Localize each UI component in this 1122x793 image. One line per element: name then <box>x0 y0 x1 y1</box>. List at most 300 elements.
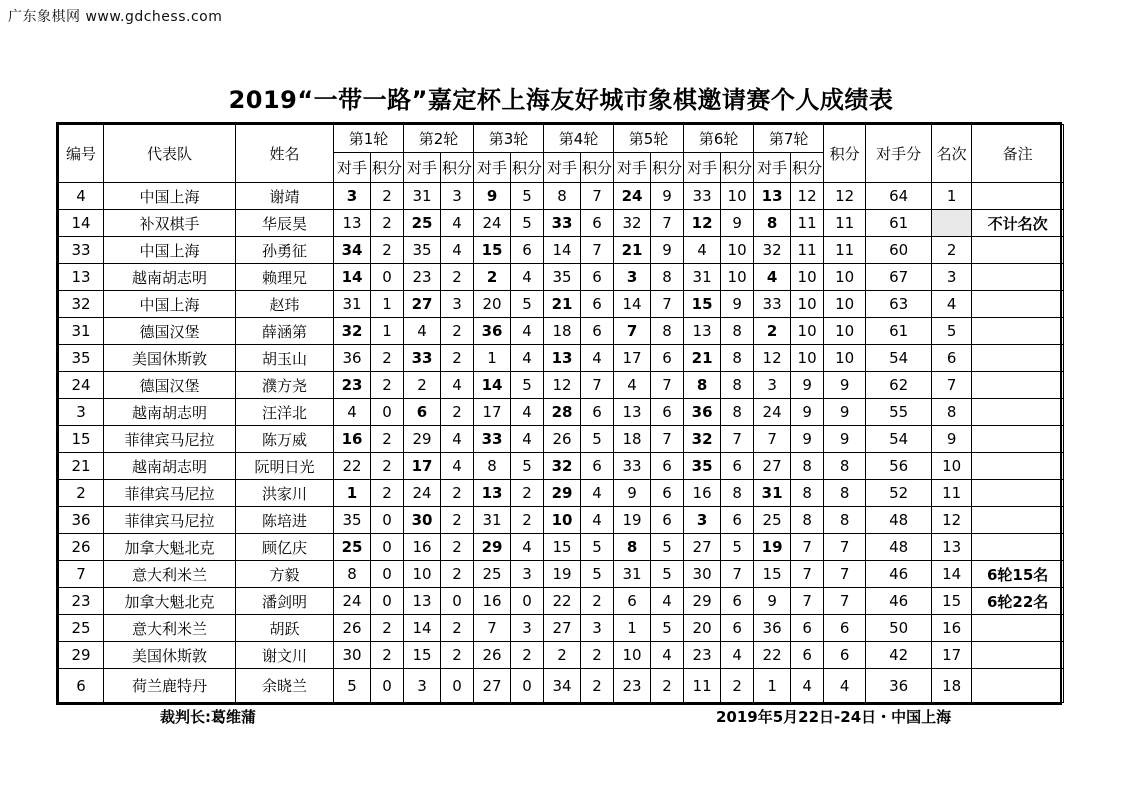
round-1-opponent: 8 <box>334 561 371 588</box>
round-4-opponent: 29 <box>544 480 581 507</box>
round-4-opponent: 35 <box>544 264 581 291</box>
round-7-opponent: 1 <box>754 669 791 703</box>
player-team: 加拿大魁北克 <box>104 534 236 561</box>
round-1-points: 0 <box>371 264 404 291</box>
rank: 5 <box>932 318 972 345</box>
total-score: 8 <box>824 480 866 507</box>
round-5-points: 5 <box>651 561 684 588</box>
round-3-points: 4 <box>511 318 544 345</box>
header-round-3-opponent: 对手 <box>474 153 511 183</box>
table-row <box>59 264 1064 291</box>
opponent-score: 67 <box>866 264 932 291</box>
round-1-points: 2 <box>371 210 404 237</box>
round-2-opponent: 23 <box>404 264 441 291</box>
table-row <box>59 642 1064 669</box>
round-3-points: 4 <box>511 426 544 453</box>
round-1-points: 0 <box>371 399 404 426</box>
round-5-points: 6 <box>651 480 684 507</box>
total-score: 6 <box>824 642 866 669</box>
player-number: 21 <box>59 453 104 480</box>
player-team: 越南胡志明 <box>104 453 236 480</box>
round-7-opponent: 36 <box>754 615 791 642</box>
round-6-opponent: 30 <box>684 561 721 588</box>
header-round-2-opponent: 对手 <box>404 153 441 183</box>
round-1-points: 2 <box>371 183 404 210</box>
round-5-points: 9 <box>651 237 684 264</box>
note: 不计名次 <box>972 210 1064 237</box>
round-4-points: 2 <box>581 588 614 615</box>
note <box>972 237 1064 264</box>
round-4-points: 6 <box>581 453 614 480</box>
round-2-opponent: 30 <box>404 507 441 534</box>
round-7-opponent: 13 <box>754 183 791 210</box>
round-2-points: 2 <box>441 399 474 426</box>
player-number: 3 <box>59 399 104 426</box>
round-3-opponent: 31 <box>474 507 511 534</box>
round-5-points: 6 <box>651 345 684 372</box>
player-name: 顾亿庆 <box>236 534 334 561</box>
round-3-points: 5 <box>511 372 544 399</box>
total-score: 8 <box>824 453 866 480</box>
round-4-points: 7 <box>581 237 614 264</box>
round-6-opponent: 4 <box>684 237 721 264</box>
player-name: 洪家川 <box>236 480 334 507</box>
round-2-points: 2 <box>441 480 474 507</box>
rank: 17 <box>932 642 972 669</box>
round-7-points: 6 <box>791 615 824 642</box>
player-name: 余晓兰 <box>236 669 334 703</box>
round-7-opponent: 15 <box>754 561 791 588</box>
round-7-points: 9 <box>791 399 824 426</box>
round-3-points: 0 <box>511 669 544 703</box>
round-3-opponent: 13 <box>474 480 511 507</box>
round-2-points: 2 <box>441 561 474 588</box>
player-number: 15 <box>59 426 104 453</box>
player-name: 陈培进 <box>236 507 334 534</box>
opponent-score: 62 <box>866 372 932 399</box>
player-team: 中国上海 <box>104 183 236 210</box>
round-5-points: 6 <box>651 507 684 534</box>
round-2-points: 2 <box>441 534 474 561</box>
table-row <box>59 372 1064 399</box>
opponent-score: 61 <box>866 210 932 237</box>
table-row <box>59 534 1064 561</box>
round-3-points: 4 <box>511 264 544 291</box>
round-5-opponent: 19 <box>614 507 651 534</box>
round-2-opponent: 29 <box>404 426 441 453</box>
round-1-opponent: 26 <box>334 615 371 642</box>
round-4-points: 4 <box>581 507 614 534</box>
round-3-opponent: 7 <box>474 615 511 642</box>
header-round-3: 第3轮 <box>474 125 544 153</box>
round-5-opponent: 33 <box>614 453 651 480</box>
rank: 10 <box>932 453 972 480</box>
round-1-points: 2 <box>371 372 404 399</box>
round-2-opponent: 6 <box>404 399 441 426</box>
opponent-score: 52 <box>866 480 932 507</box>
round-2-points: 2 <box>441 264 474 291</box>
round-5-points: 5 <box>651 615 684 642</box>
round-2-points: 4 <box>441 237 474 264</box>
player-number: 2 <box>59 480 104 507</box>
round-3-opponent: 29 <box>474 534 511 561</box>
note <box>972 426 1064 453</box>
round-5-opponent: 17 <box>614 345 651 372</box>
table-row <box>59 669 1064 703</box>
header-note: 备注 <box>972 125 1064 183</box>
player-name: 华辰昊 <box>236 210 334 237</box>
rank: 7 <box>932 372 972 399</box>
round-6-points: 4 <box>721 642 754 669</box>
round-7-points: 9 <box>791 372 824 399</box>
round-5-points: 8 <box>651 318 684 345</box>
round-4-opponent: 15 <box>544 534 581 561</box>
round-1-points: 2 <box>371 345 404 372</box>
round-7-points: 6 <box>791 642 824 669</box>
note <box>972 453 1064 480</box>
round-7-points: 10 <box>791 318 824 345</box>
round-6-points: 6 <box>721 588 754 615</box>
round-7-opponent: 24 <box>754 399 791 426</box>
round-1-opponent: 14 <box>334 264 371 291</box>
date-place-label: 2019年5月22日-24日・中国上海 <box>716 708 952 726</box>
opponent-score: 48 <box>866 534 932 561</box>
round-7-points: 9 <box>791 426 824 453</box>
note <box>972 372 1064 399</box>
round-7-opponent: 4 <box>754 264 791 291</box>
note <box>972 534 1064 561</box>
round-4-points: 6 <box>581 318 614 345</box>
note: 6轮22名 <box>972 588 1064 615</box>
round-6-points: 8 <box>721 345 754 372</box>
round-6-points: 6 <box>721 453 754 480</box>
round-6-points: 5 <box>721 534 754 561</box>
player-name: 薛涵第 <box>236 318 334 345</box>
site-watermark: 广东象棋网 www.gdchess.com <box>8 9 223 25</box>
round-4-opponent: 34 <box>544 669 581 703</box>
round-2-opponent: 15 <box>404 642 441 669</box>
player-team: 中国上海 <box>104 237 236 264</box>
round-5-opponent: 7 <box>614 318 651 345</box>
round-7-opponent: 7 <box>754 426 791 453</box>
round-5-opponent: 18 <box>614 426 651 453</box>
note <box>972 669 1064 703</box>
total-score: 6 <box>824 615 866 642</box>
round-2-points: 2 <box>441 318 474 345</box>
total-score: 7 <box>824 534 866 561</box>
header-row-1 <box>59 125 1064 153</box>
round-2-opponent: 16 <box>404 534 441 561</box>
round-6-opponent: 20 <box>684 615 721 642</box>
round-6-opponent: 35 <box>684 453 721 480</box>
player-name: 赖理兄 <box>236 264 334 291</box>
round-4-points: 3 <box>581 615 614 642</box>
round-6-points: 10 <box>721 264 754 291</box>
round-7-opponent: 25 <box>754 507 791 534</box>
opponent-score: 60 <box>866 237 932 264</box>
round-1-points: 2 <box>371 480 404 507</box>
player-name: 方毅 <box>236 561 334 588</box>
round-7-points: 4 <box>791 669 824 703</box>
round-4-opponent: 2 <box>544 642 581 669</box>
note <box>972 291 1064 318</box>
round-7-opponent: 8 <box>754 210 791 237</box>
round-3-opponent: 25 <box>474 561 511 588</box>
player-name: 陈万威 <box>236 426 334 453</box>
round-4-points: 2 <box>581 642 614 669</box>
rank: 14 <box>932 561 972 588</box>
player-team: 美国休斯敦 <box>104 642 236 669</box>
round-7-points: 11 <box>791 210 824 237</box>
round-3-opponent: 16 <box>474 588 511 615</box>
header-round-5-points: 积分 <box>651 153 684 183</box>
round-4-points: 4 <box>581 345 614 372</box>
round-3-opponent: 15 <box>474 237 511 264</box>
round-4-opponent: 22 <box>544 588 581 615</box>
round-4-opponent: 21 <box>544 291 581 318</box>
round-2-opponent: 2 <box>404 372 441 399</box>
player-number: 14 <box>59 210 104 237</box>
header-round-2-points: 积分 <box>441 153 474 183</box>
round-1-points: 1 <box>371 318 404 345</box>
round-6-points: 8 <box>721 372 754 399</box>
rank: 2 <box>932 237 972 264</box>
rank: 1 <box>932 183 972 210</box>
table-row <box>59 453 1064 480</box>
round-3-points: 4 <box>511 399 544 426</box>
round-3-points: 4 <box>511 534 544 561</box>
round-1-opponent: 25 <box>334 534 371 561</box>
round-3-opponent: 33 <box>474 426 511 453</box>
round-5-opponent: 23 <box>614 669 651 703</box>
round-5-points: 5 <box>651 534 684 561</box>
round-2-opponent: 13 <box>404 588 441 615</box>
round-1-points: 2 <box>371 426 404 453</box>
round-1-opponent: 24 <box>334 588 371 615</box>
round-4-opponent: 18 <box>544 318 581 345</box>
total-score: 10 <box>824 291 866 318</box>
player-team: 菲律宾马尼拉 <box>104 480 236 507</box>
round-2-points: 3 <box>441 183 474 210</box>
round-1-opponent: 3 <box>334 183 371 210</box>
player-name: 谢靖 <box>236 183 334 210</box>
opponent-score: 55 <box>866 399 932 426</box>
round-5-opponent: 32 <box>614 210 651 237</box>
total-score: 8 <box>824 507 866 534</box>
header-round-5-opponent: 对手 <box>614 153 651 183</box>
header-round-1-points: 积分 <box>371 153 404 183</box>
player-number: 32 <box>59 291 104 318</box>
round-4-opponent: 28 <box>544 399 581 426</box>
round-6-opponent: 11 <box>684 669 721 703</box>
round-4-points: 7 <box>581 183 614 210</box>
round-1-points: 2 <box>371 615 404 642</box>
table-row <box>59 318 1064 345</box>
note <box>972 615 1064 642</box>
round-3-points: 5 <box>511 453 544 480</box>
round-7-points: 10 <box>791 345 824 372</box>
header-round-5: 第5轮 <box>614 125 684 153</box>
round-6-opponent: 29 <box>684 588 721 615</box>
round-6-points: 2 <box>721 669 754 703</box>
round-3-opponent: 26 <box>474 642 511 669</box>
round-4-points: 6 <box>581 399 614 426</box>
round-1-points: 2 <box>371 642 404 669</box>
round-2-points: 4 <box>441 372 474 399</box>
round-6-opponent: 21 <box>684 345 721 372</box>
round-2-opponent: 10 <box>404 561 441 588</box>
player-number: 35 <box>59 345 104 372</box>
total-score: 10 <box>824 264 866 291</box>
table-row <box>59 399 1064 426</box>
player-number: 4 <box>59 183 104 210</box>
round-1-opponent: 13 <box>334 210 371 237</box>
round-1-points: 0 <box>371 534 404 561</box>
round-3-opponent: 36 <box>474 318 511 345</box>
player-team: 补双棋手 <box>104 210 236 237</box>
round-2-points: 3 <box>441 291 474 318</box>
round-5-opponent: 1 <box>614 615 651 642</box>
round-1-opponent: 35 <box>334 507 371 534</box>
round-5-opponent: 10 <box>614 642 651 669</box>
round-2-points: 2 <box>441 615 474 642</box>
note: 6轮15名 <box>972 561 1064 588</box>
note <box>972 318 1064 345</box>
player-name: 潘剑明 <box>236 588 334 615</box>
round-6-opponent: 36 <box>684 399 721 426</box>
header-round-6-opponent: 对手 <box>684 153 721 183</box>
round-3-opponent: 1 <box>474 345 511 372</box>
opponent-score: 56 <box>866 453 932 480</box>
rank: 4 <box>932 291 972 318</box>
total-score: 9 <box>824 399 866 426</box>
round-4-points: 6 <box>581 264 614 291</box>
round-7-points: 11 <box>791 237 824 264</box>
results-table <box>58 124 1064 703</box>
player-name: 孙勇征 <box>236 237 334 264</box>
round-1-points: 0 <box>371 507 404 534</box>
header-round-4-points: 积分 <box>581 153 614 183</box>
round-6-points: 10 <box>721 183 754 210</box>
round-6-opponent: 13 <box>684 318 721 345</box>
player-team: 美国休斯敦 <box>104 345 236 372</box>
round-7-points: 10 <box>791 264 824 291</box>
note <box>972 507 1064 534</box>
round-3-opponent: 9 <box>474 183 511 210</box>
player-name: 阮明日光 <box>236 453 334 480</box>
round-5-opponent: 8 <box>614 534 651 561</box>
player-number: 36 <box>59 507 104 534</box>
round-1-opponent: 16 <box>334 426 371 453</box>
table-header <box>59 125 1064 183</box>
round-2-points: 0 <box>441 669 474 703</box>
round-5-opponent: 9 <box>614 480 651 507</box>
round-5-points: 4 <box>651 642 684 669</box>
header-name: 姓名 <box>236 125 334 183</box>
player-number: 7 <box>59 561 104 588</box>
total-score: 12 <box>824 183 866 210</box>
player-name: 汪洋北 <box>236 399 334 426</box>
round-4-opponent: 12 <box>544 372 581 399</box>
round-6-opponent: 33 <box>684 183 721 210</box>
player-number: 6 <box>59 669 104 703</box>
round-1-opponent: 23 <box>334 372 371 399</box>
note <box>972 183 1064 210</box>
round-1-opponent: 1 <box>334 480 371 507</box>
referee-label: 裁判长:葛维蒲 <box>160 708 256 726</box>
opponent-score: 48 <box>866 507 932 534</box>
note <box>972 480 1064 507</box>
opponent-score: 54 <box>866 426 932 453</box>
header-round-7: 第7轮 <box>754 125 824 153</box>
total-score: 11 <box>824 237 866 264</box>
total-score: 9 <box>824 426 866 453</box>
round-5-opponent: 31 <box>614 561 651 588</box>
round-2-points: 4 <box>441 453 474 480</box>
header-rank: 名次 <box>932 125 972 183</box>
header-team: 代表队 <box>104 125 236 183</box>
round-1-points: 0 <box>371 669 404 703</box>
round-5-opponent: 13 <box>614 399 651 426</box>
player-number: 13 <box>59 264 104 291</box>
round-4-points: 5 <box>581 561 614 588</box>
round-2-opponent: 31 <box>404 183 441 210</box>
round-6-points: 6 <box>721 615 754 642</box>
table-body <box>59 183 1064 703</box>
player-name: 谢文川 <box>236 642 334 669</box>
round-4-points: 5 <box>581 426 614 453</box>
round-5-points: 9 <box>651 183 684 210</box>
player-team: 荷兰鹿特丹 <box>104 669 236 703</box>
header-round-1-opponent: 对手 <box>334 153 371 183</box>
player-team: 意大利米兰 <box>104 561 236 588</box>
round-6-points: 8 <box>721 399 754 426</box>
round-2-opponent: 14 <box>404 615 441 642</box>
header-round-6-points: 积分 <box>721 153 754 183</box>
round-4-points: 4 <box>581 480 614 507</box>
table-row <box>59 345 1064 372</box>
round-5-opponent: 3 <box>614 264 651 291</box>
player-number: 29 <box>59 642 104 669</box>
opponent-score: 46 <box>866 561 932 588</box>
header-no: 编号 <box>59 125 104 183</box>
round-2-points: 0 <box>441 588 474 615</box>
header-round-3-points: 积分 <box>511 153 544 183</box>
table-row <box>59 291 1064 318</box>
rank: 9 <box>932 426 972 453</box>
round-3-opponent: 20 <box>474 291 511 318</box>
round-1-points: 0 <box>371 561 404 588</box>
player-team: 意大利米兰 <box>104 615 236 642</box>
player-name: 胡玉山 <box>236 345 334 372</box>
table-row <box>59 588 1064 615</box>
round-1-opponent: 34 <box>334 237 371 264</box>
header-round-7-points: 积分 <box>791 153 824 183</box>
round-2-opponent: 33 <box>404 345 441 372</box>
round-3-points: 5 <box>511 183 544 210</box>
table-row <box>59 480 1064 507</box>
round-7-points: 7 <box>791 561 824 588</box>
round-6-points: 6 <box>721 507 754 534</box>
player-team: 加拿大魁北克 <box>104 588 236 615</box>
round-3-opponent: 17 <box>474 399 511 426</box>
round-6-points: 9 <box>721 210 754 237</box>
rank: 13 <box>932 534 972 561</box>
opponent-score: 46 <box>866 588 932 615</box>
table-row <box>59 237 1064 264</box>
player-name: 胡跃 <box>236 615 334 642</box>
table-row <box>59 210 1064 237</box>
